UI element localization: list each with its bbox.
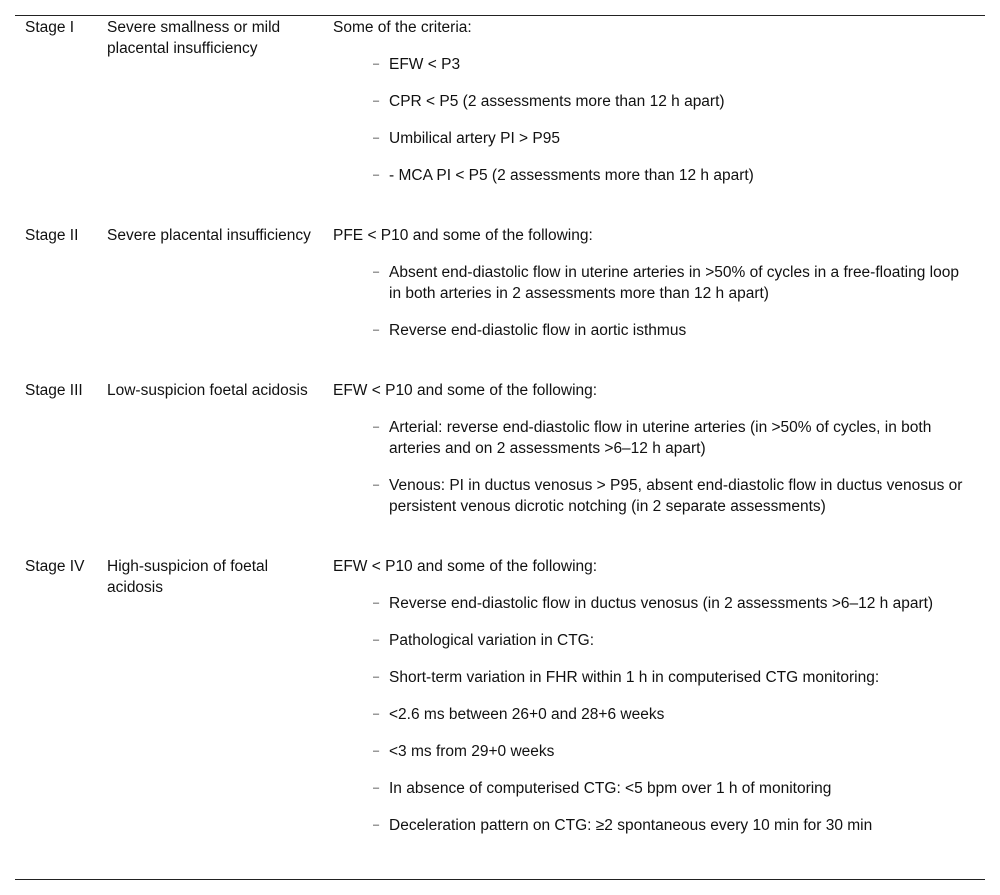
criterion-item — [373, 475, 973, 517]
dash-bullet: – — [373, 782, 380, 794]
stage-name: Severe smallness or mild placental insufficiency — [107, 19, 281, 57]
dash-bullet: – — [373, 132, 380, 144]
table-bottom-rule — [15, 879, 985, 880]
criteria-list — [333, 593, 973, 836]
stage-label: Stage I — [25, 19, 75, 36]
criterion-item — [373, 262, 973, 304]
criteria-list — [333, 54, 973, 186]
dash-bullet: – — [373, 819, 380, 831]
dash-bullet: – — [373, 634, 380, 646]
criterion-text: - MCA PI < P5 (2 assessments more than 12 h apart) — [389, 167, 754, 184]
criterion-item — [373, 630, 973, 651]
dash-bullet: – — [373, 58, 380, 70]
stage-name: Severe placental insufficiency — [107, 227, 311, 244]
criteria-intro: EFW < P10 and some of the following: — [333, 558, 598, 575]
criterion-text: Arterial: reverse end-diastolic flow in uterine arteries (in >50% of cycles, in both arteries and on 2 assessments >6–12 h apart) — [389, 419, 932, 457]
criteria-list — [333, 262, 973, 341]
criterion-item — [373, 91, 973, 112]
dash-bullet: – — [373, 597, 380, 609]
dash-bullet: – — [373, 169, 380, 181]
stage-name: Low-suspicion foetal acidosis — [107, 382, 308, 399]
criterion-item — [373, 667, 973, 688]
criterion-text: In absence of computerised CTG: <5 bpm over 1 h of monitoring — [389, 780, 832, 797]
criteria-intro: Some of the criteria: — [333, 19, 472, 36]
dash-bullet: – — [373, 421, 380, 433]
criterion-text: Umbilical artery PI > P95 — [389, 130, 560, 147]
criterion-item — [373, 54, 973, 75]
stage-criteria — [333, 17, 973, 202]
stage-criteria — [333, 225, 973, 357]
criterion-text: EFW < P3 — [389, 56, 461, 73]
criterion-item — [373, 778, 973, 799]
table-top-rule — [15, 15, 985, 16]
dash-bullet: – — [373, 324, 380, 336]
dash-bullet: – — [373, 745, 380, 757]
criterion-text: CPR < P5 (2 assessments more than 12 h apart) — [389, 93, 725, 110]
criteria-intro: PFE < P10 and some of the following: — [333, 227, 593, 244]
criteria-list — [333, 417, 973, 517]
criterion-text: Absent end-diastolic flow in uterine arteries in >50% of cycles in a free-floating loop in both arteries in 2 assessments more than 12 h apart) — [389, 264, 959, 302]
criterion-item — [373, 815, 973, 836]
stage-label: Stage III — [25, 382, 83, 399]
dash-bullet: – — [373, 708, 380, 720]
criterion-text: Short-term variation in FHR within 1 h in computerised CTG monitoring: — [389, 669, 880, 686]
stage-name: High-suspicion of foetal acidosis — [107, 558, 269, 596]
dash-bullet: – — [373, 479, 380, 491]
criterion-text: Venous: PI in ductus venosus > P95, absent end-diastolic flow in ductus venosus or persistent venous dicrotic notching (in 2 separate assessments) — [389, 477, 963, 515]
stage-criteria — [333, 556, 973, 852]
criteria-intro: EFW < P10 and some of the following: — [333, 382, 598, 399]
stage-label: Stage II — [25, 227, 79, 244]
criterion-item — [373, 128, 973, 149]
criterion-item — [373, 704, 973, 725]
criterion-item — [373, 320, 973, 341]
criterion-item — [373, 593, 973, 614]
criterion-item — [373, 417, 973, 459]
criterion-item — [373, 741, 973, 762]
criterion-item — [373, 165, 973, 186]
dash-bullet: – — [373, 671, 380, 683]
dash-bullet: – — [373, 266, 380, 278]
criterion-text: Pathological variation in CTG: — [389, 632, 595, 649]
criterion-text: Reverse end-diastolic flow in ductus venosus (in 2 assessments >6–12 h apart) — [389, 595, 934, 612]
stage-label: Stage IV — [25, 558, 85, 575]
dash-bullet: – — [373, 95, 380, 107]
stage-criteria — [333, 380, 973, 533]
criterion-text: Reverse end-diastolic flow in aortic isthmus — [389, 322, 687, 339]
criterion-text: <2.6 ms between 26+0 and 28+6 weeks — [389, 706, 665, 723]
criterion-text: Deceleration pattern on CTG: ≥2 spontaneous every 10 min for 30 min — [389, 817, 873, 834]
criterion-text: <3 ms from 29+0 weeks — [389, 743, 555, 760]
